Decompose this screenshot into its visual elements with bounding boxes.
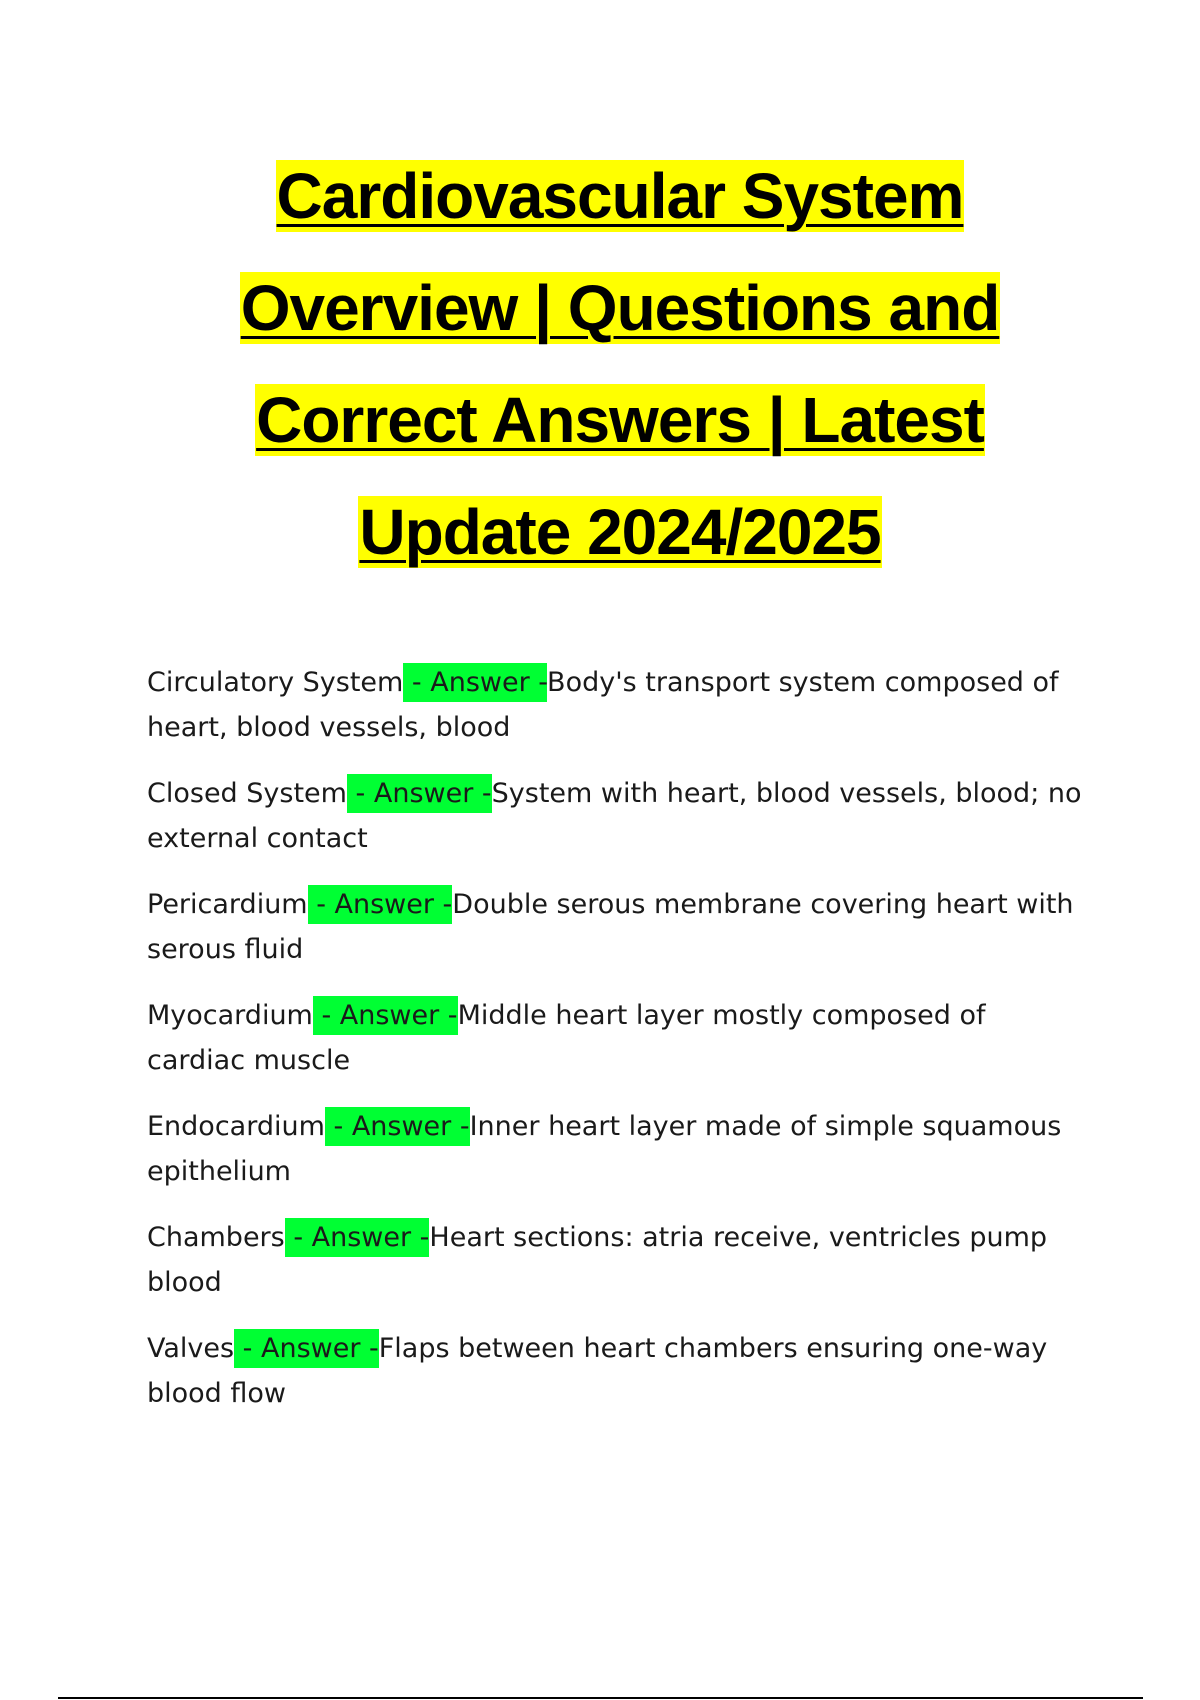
- answer-marker: - Answer -: [234, 1329, 379, 1368]
- qa-answer-text: Heart sections: atria receive, ventricles pump blood: [147, 1222, 1048, 1298]
- title-line-text: Update 2024/2025: [359, 496, 881, 568]
- title-line-text: Cardiovascular System: [276, 160, 964, 232]
- qa-term: Endocardium: [147, 1111, 325, 1142]
- qa-term: Circulatory System: [147, 667, 404, 698]
- qa-list: [147, 660, 1087, 1437]
- title-line: [0, 252, 1200, 364]
- qa-answer-text: Middle heart layer mostly composed of cardiac muscle: [147, 1000, 986, 1076]
- qa-term: Valves: [147, 1333, 235, 1364]
- qa-item-pericardium: [147, 882, 1087, 972]
- qa-answer-text: Double serous membrane covering heart with serous fluid: [147, 889, 1074, 965]
- qa-term: Chambers: [147, 1222, 285, 1253]
- qa-item-circulatory-system: [147, 660, 1087, 750]
- title-line: [0, 476, 1200, 588]
- qa-term: Pericardium: [147, 889, 308, 920]
- qa-item-endocardium: [147, 1104, 1087, 1194]
- document-title: [0, 140, 1200, 588]
- qa-answer-text: Inner heart layer made of simple squamous epithelium: [147, 1111, 1062, 1187]
- answer-marker: - Answer -: [313, 996, 458, 1035]
- qa-item-myocardium: [147, 993, 1087, 1083]
- answer-marker: - Answer -: [308, 885, 453, 924]
- title-line: [0, 364, 1200, 476]
- qa-item-closed-system: [147, 771, 1087, 861]
- answer-marker: - Answer -: [325, 1107, 470, 1146]
- qa-term: Myocardium: [147, 1000, 313, 1031]
- qa-term: Closed System: [147, 778, 347, 809]
- title-line-text: Correct Answers | Latest: [256, 384, 984, 456]
- answer-marker: - Answer -: [347, 774, 492, 813]
- qa-answer-text: System with heart, blood vessels, blood; no external contact: [147, 778, 1082, 854]
- qa-answer-text: Body's transport system composed of heart, blood vessels, blood: [147, 667, 1059, 743]
- qa-item-valves: [147, 1326, 1087, 1416]
- answer-marker: - Answer -: [285, 1218, 430, 1257]
- title-line: [0, 140, 1200, 252]
- qa-item-chambers: [147, 1215, 1087, 1305]
- qa-answer-text: Flaps between heart chambers ensuring one-way blood flow: [147, 1333, 1048, 1409]
- answer-marker: - Answer -: [403, 663, 547, 702]
- bottom-rule: [58, 1697, 1143, 1699]
- title-line-text: Overview | Questions and: [240, 272, 1000, 344]
